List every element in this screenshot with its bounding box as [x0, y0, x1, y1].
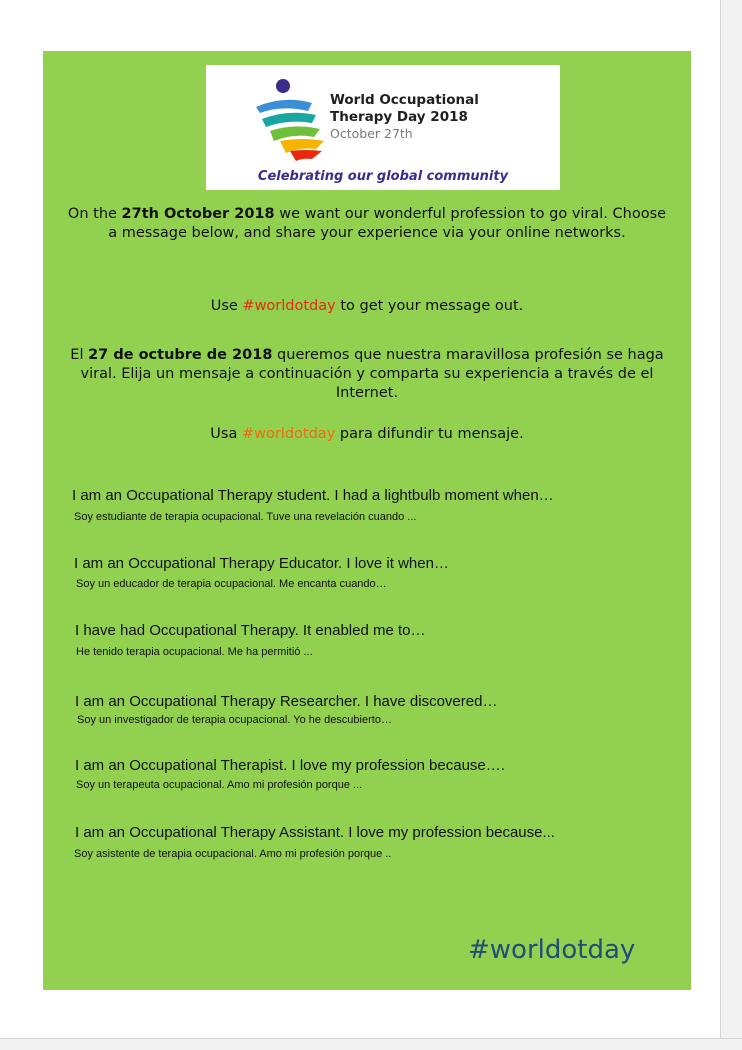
intro-en-paragraph — [63, 205, 671, 243]
intro-en-use-post: to get your message out. — [335, 298, 524, 314]
logo-title-line1: World Occupational — [330, 92, 479, 108]
intro-es-paragraph — [63, 346, 671, 403]
message-en: I have had Occupational Therapy. It enabled me to… — [75, 622, 426, 639]
logo-date: October 27th — [330, 126, 413, 141]
intro-en-use: Use — [210, 298, 243, 314]
message-es: Soy estudiante de terapia ocupacional. Tuve una revelación cuando ... — [74, 511, 417, 523]
message-es: Soy asistente de terapia ocupacional. Amo mi profesión porque .. — [74, 848, 392, 860]
message-en: I am an Occupational Therapy Researcher. I have discovered… — [75, 693, 498, 710]
intro-en-post: we want our wonderful profession to go viral. Choose a message below, and share your experience via your online networks. — [108, 206, 667, 241]
logo-title-line2: Therapy Day 2018 — [330, 109, 468, 125]
hashtag-link-es[interactable]: #worldotday — [241, 426, 336, 442]
intro-es-hashtag-line — [63, 425, 671, 444]
message-es: Soy un terapeuta ocupacional. Amo mi profesión porque ... — [76, 779, 363, 791]
message-en: I am an Occupational Therapist. I love my profession because…. — [75, 757, 505, 774]
intro-es-use-post: para difundir tu mensaje. — [335, 426, 524, 442]
message-en: I am an Occupational Therapy Assistant. I love my profession because... — [75, 824, 555, 841]
intro-es-date: 27 de octubre de 2018 — [88, 347, 273, 363]
message-en: I am an Occupational Therapy student. I had a lightbulb moment when… — [72, 487, 554, 504]
intro-en-date: 27th October 2018 — [121, 206, 275, 222]
message-en: I am an Occupational Therapy Educator. I love it when… — [74, 555, 449, 572]
intro-en-pre: On the — [67, 206, 122, 222]
hashtag-link[interactable]: #worldotday — [242, 298, 336, 314]
intro-es-post: queremos que nuestra maravillosa profesión se haga viral. Elija un mensaje a continuación y comparta su experiencia a través de el Internet. — [80, 347, 664, 401]
message-es: Soy un educador de terapia ocupacional. Me encanta cuando… — [76, 578, 387, 590]
logo-banner — [206, 65, 560, 190]
intro-en-hashtag-line — [63, 297, 671, 316]
page-edge-bottom — [0, 1038, 742, 1050]
message-es: He tenido terapia ocupacional. Me ha permitió ... — [76, 646, 313, 658]
footer-hashtag[interactable]: #worldotday — [468, 935, 636, 965]
green-flyer-panel — [43, 51, 691, 990]
page-edge-right — [720, 0, 742, 1049]
intro-es-use: Usa — [210, 426, 242, 442]
logo-title — [330, 92, 479, 126]
ot-day-figure-logo-icon — [250, 75, 328, 161]
intro-es-pre: El — [70, 347, 89, 363]
logo-tagline: Celebrating our global community — [257, 169, 509, 184]
message-es: Soy un investigador de terapia ocupacional. Yo he descubierto… — [77, 714, 392, 726]
